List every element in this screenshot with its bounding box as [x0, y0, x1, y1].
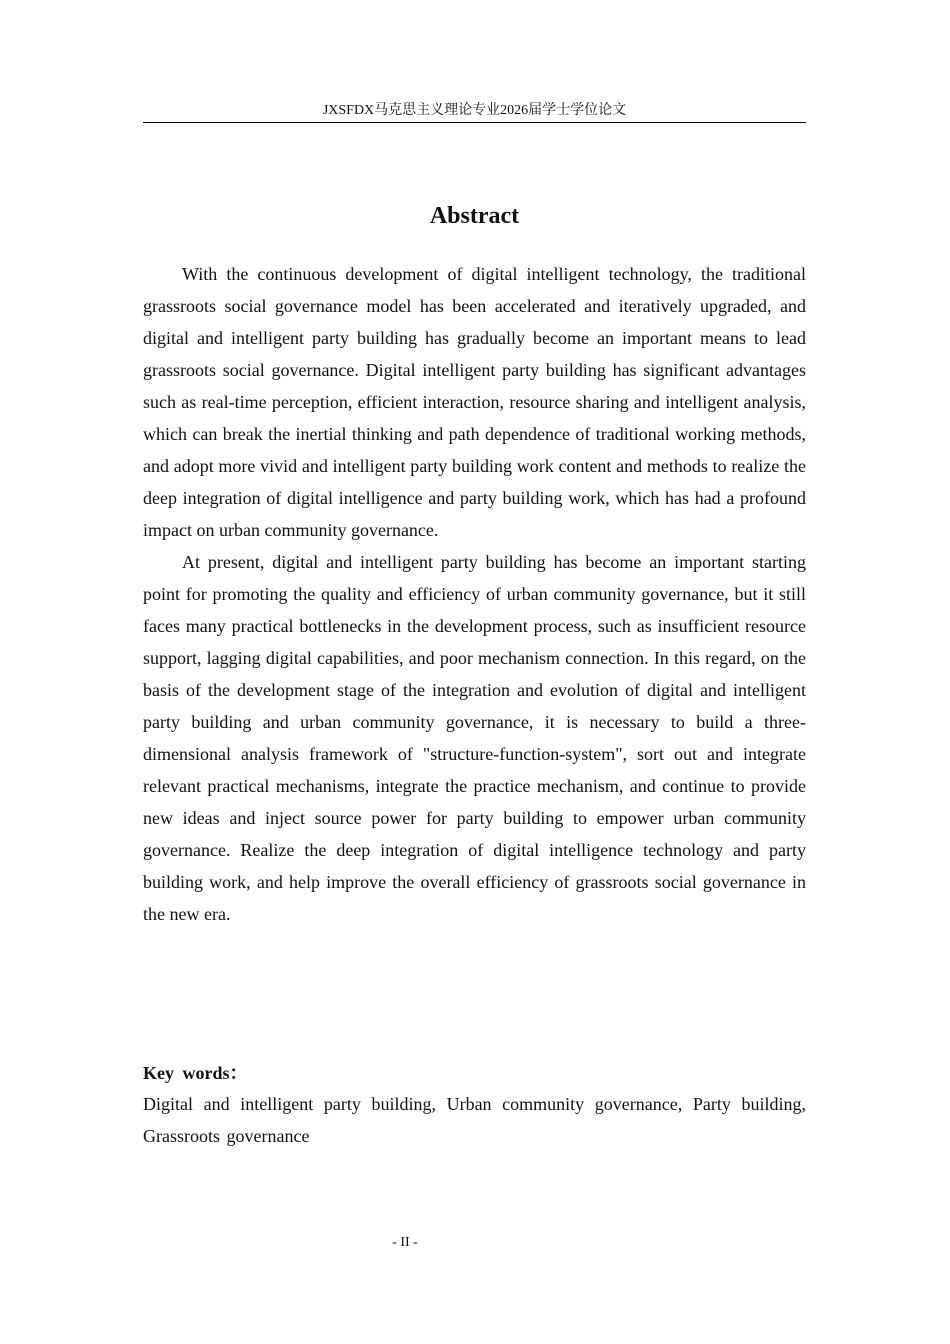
- running-header: JXSFDX马克思主义理论专业2026届学士学位论文: [143, 101, 806, 123]
- page-number: - II -: [392, 1235, 418, 1250]
- abstract-title: Abstract: [429, 203, 520, 229]
- abstract-paragraph-1: With the continuous development of digital intelligent technology, the traditional grassroots social governance model has been accelerated and iteratively upgraded, and digital and intelligent party building has gradually become an important means to lead grassroots social governance. Digital intelligent party building has significant advantages such as real-time perception, efficient interaction, resource sharing and intelligent analysis, which can break the inertial thinking and path dependence of traditional working methods, and adopt more vivid and intelligent party building work content and methods to realize the deep integration of digital intelligence and party building work, which has had a profound impact on urban community governance.: [143, 264, 806, 540]
- keywords-text: Digital and intelligent party building, Urban community governance, Party building, Grassroots governance: [143, 1094, 806, 1146]
- abstract-paragraph-2: At present, digital and intelligent party building has become an important starting point for promoting the quality and efficiency of urban community governance, but it still faces many practical bottlenecks in the development process, such as insufficient resource support, lagging digital capabilities, and poor mechanism connection. In this regard, on the basis of the development stage of the integration and evolution of digital and intelligent party building and urban community governance, it is necessary to build a three-dimensional analysis framework of "structure-function-system", sort out and integrate relevant practical mechanisms, integrate the practice mechanism, and continue to provide new ideas and inject source power for party building to empower urban community governance. Realize the deep integration of digital intelligence technology and party building work, and help improve the overall efficiency of grassroots social governance in the new era.: [143, 552, 806, 924]
- abstract-body: [143, 258, 806, 930]
- keywords-label: Key words：: [143, 1063, 248, 1083]
